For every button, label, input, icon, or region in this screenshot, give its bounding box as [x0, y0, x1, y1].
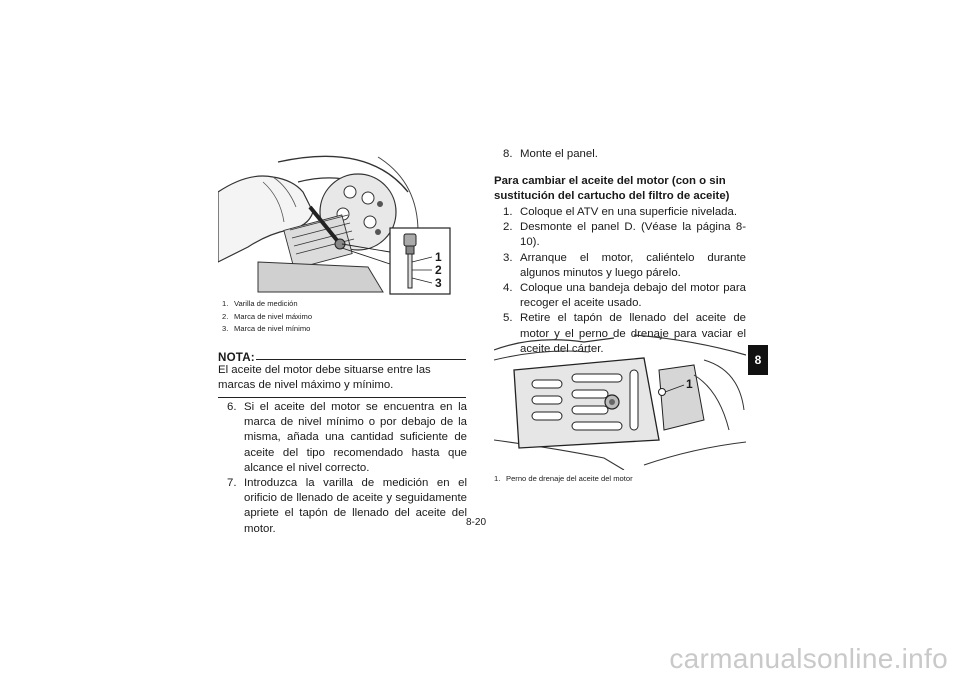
dipstick-illustration: [218, 152, 468, 296]
right-top-step: [494, 147, 746, 162]
list-item: 8. Monte el panel.: [503, 148, 598, 160]
list-item: 2. Desmonte el panel D. (Véase la página 8-10).: [503, 221, 746, 249]
list-item: 1. Coloque el ATV en una superficie nivelada.: [503, 206, 737, 218]
section-title: Para cambiar el aceite del motor (con o sin sustitución del cartucho del filtro de aceite): [494, 175, 730, 203]
figure1-callout-3: 3: [435, 276, 442, 290]
figure2-callout-1: 1: [686, 377, 693, 391]
caption-item: 1. Perno de drenaje del aceite del motor: [494, 474, 633, 483]
nota-text: El aceite del motor debe situarse entre las marcas de nivel máximo y mínimo.: [218, 364, 431, 392]
list-item: 6. Si el aceite del motor se encuentra en la marca de nivel mínimo o por debajo de la misma, añada una cantidad suficiente de aceite del tipo recomendado hasta que alcance el nivel correcto.: [227, 401, 467, 474]
drain-bolt-illustration: [494, 330, 746, 470]
list-item: 5. Retire el tapón de llenado del aceite de motor y el perno de drenaje para vaciar el aceite del cárter.: [503, 312, 746, 355]
figure1-callout-1: 1: [435, 250, 442, 264]
figure1-callout-2: 2: [435, 263, 442, 277]
nota-rule: [256, 359, 466, 360]
figure1-caption: [222, 298, 312, 336]
caption-item: 2. Marca de nivel máximo: [222, 311, 313, 321]
list-item: 4. Coloque una bandeja debajo del motor para recoger el aceite usado.: [503, 282, 746, 310]
figure2-caption: [494, 473, 633, 486]
caption-item: 1. Varilla de medición: [222, 299, 298, 308]
list-item: 3. Arranque el motor, caliéntelo durante algunos minutos y luego párelo.: [503, 251, 746, 279]
watermark: carmanualsonline.info: [669, 643, 948, 674]
caption-item: 3. Marca de nivel mínimo: [222, 324, 311, 333]
nota-bottom-rule: [218, 397, 466, 398]
chapter-tab: 8: [748, 345, 768, 375]
list-item: 7. Introduzca la varilla de medición en el orificio de llenado de aceite y seguidamente apriete el tapón de llenado del aceite del motor.: [227, 477, 467, 535]
page-number: 8-20: [466, 517, 487, 528]
left-steps-list: [218, 400, 467, 537]
nota-heading: NOTA:: [218, 348, 466, 364]
